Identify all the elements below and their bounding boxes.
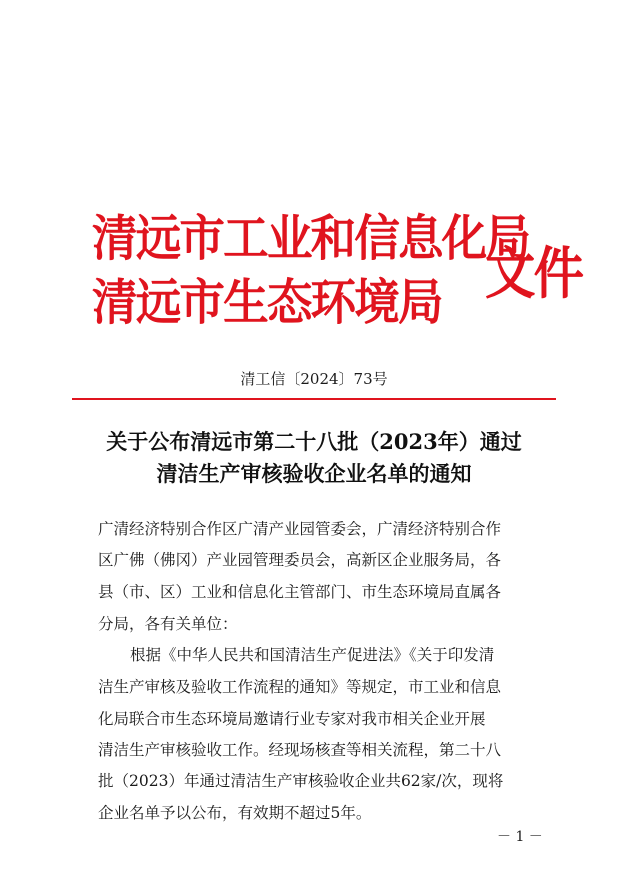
paragraph-line-1: 根据《中华人民共和国清洁生产促进法》《关于印发清 <box>130 646 495 664</box>
paragraph-line-2: 洁生产审核及验收工作流程的通知》等规定，市工业和信息 <box>98 678 502 696</box>
paragraph-line-6: 企业名单予以公布，有效期不超过5年。 <box>98 804 372 822</box>
paragraph-line-4: 清洁生产审核验收工作。经现场核查等相关流程，第二十八 <box>98 741 502 759</box>
red-divider-line <box>72 398 556 400</box>
paragraph-line-3: 化局联合市生态环境局邀请行业专家对我市相关企业开展 <box>98 710 486 728</box>
document-number: 清工信〔2024〕73号 <box>240 370 388 388</box>
recipients-line-1: 广清经济特别合作区广清产业园管委会，广清经济特别合作 <box>98 520 502 538</box>
file-label: 文件 <box>485 241 583 307</box>
page-number: － 1 － <box>497 829 543 845</box>
document-title-line-2: 清洁生产审核验收企业名单的通知 <box>156 461 472 486</box>
recipients-line-2: 区广佛（佛冈）产业园管理委员会，高新区企业服务局，各 <box>98 551 502 569</box>
recipients-line-4: 分局，各有关单位： <box>98 615 238 633</box>
document-title-line-1: 关于公布清远市第二十八批（2023年）通过 <box>106 429 522 454</box>
agency-name-line-1: 清远市工业和信息化局 <box>92 209 530 267</box>
agency-name-line-2: 清远市生态环境局 <box>92 273 442 331</box>
document-header <box>92 209 583 335</box>
paragraph-line-5: 批（2023）年通过清洁生产审核验收企业共62家/次，现将 <box>98 772 504 790</box>
recipients-line-3: 县（市、区）工业和信息化主管部门、市生态环境局直属各 <box>98 583 502 601</box>
